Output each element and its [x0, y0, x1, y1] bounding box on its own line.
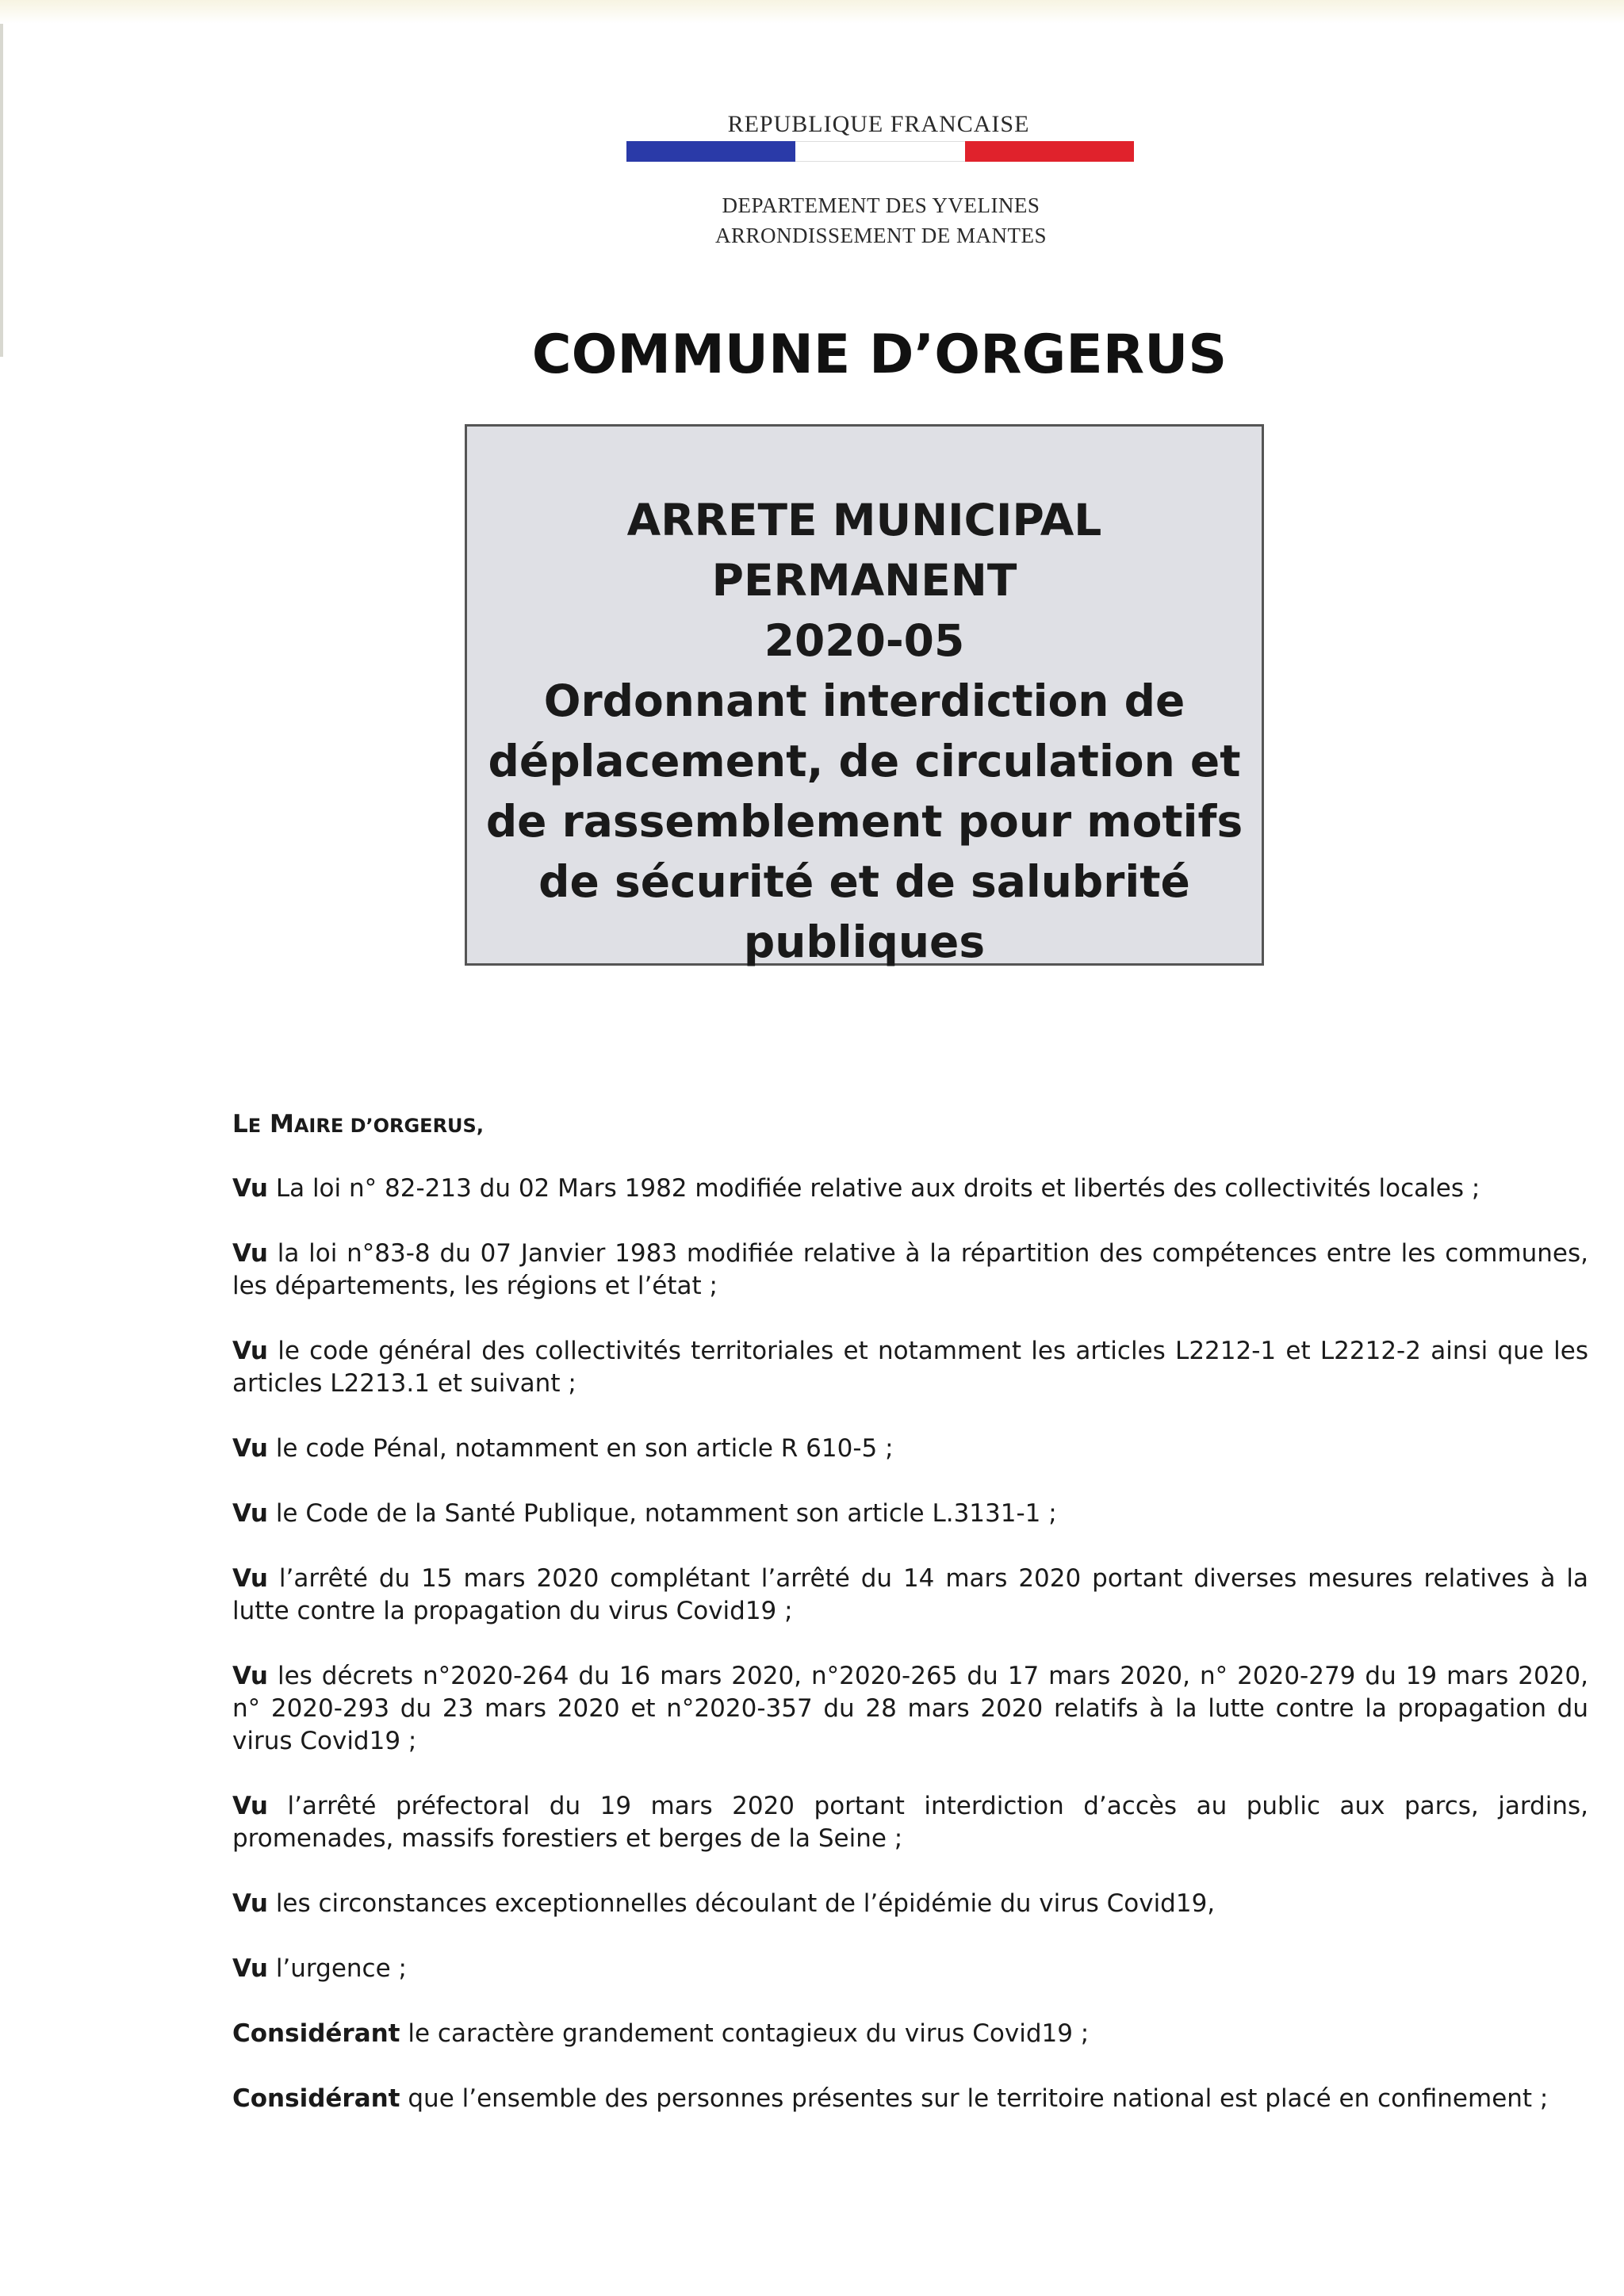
- vu-keyword: Vu: [232, 1174, 268, 1203]
- paragraph-text: l’arrêté préfectoral du 19 mars 2020 portant interdiction d’accès au public aux parcs, jardins, promenades, massifs forestiers et berges de la Seine ;: [232, 1792, 1588, 1853]
- vu-paragraph: [232, 1888, 1588, 1920]
- arrete-subject-line: Ordonnant interdiction de: [543, 675, 1185, 726]
- vu-paragraph: [232, 1238, 1588, 1303]
- department-block: [0, 190, 1624, 251]
- arrete-title-box: [465, 424, 1264, 966]
- vu-keyword: Vu: [232, 1499, 268, 1528]
- vu-keyword: Vu: [232, 1954, 268, 1983]
- arrete-subject-line: déplacement, de circulation et: [488, 736, 1241, 786]
- paragraph-text: la loi n°83-8 du 07 Janvier 1983 modifiée relative à la répartition des compétences entre les communes, les départements, les régions et l’état ;: [232, 1239, 1588, 1300]
- commune-title: COMMUNE D’ORGERUS: [531, 323, 1228, 386]
- republique-francaise-heading: REPUBLIQUE FRANCAISE: [727, 111, 1030, 137]
- arrondissement-line: ARRONDISSEMENT DE MANTES: [714, 224, 1048, 247]
- considerant-paragraph: [232, 2083, 1588, 2115]
- considerant-keyword: Considérant: [232, 2084, 400, 2113]
- document-body: [232, 1108, 1588, 2148]
- arrete-number-line: 2020-05: [764, 615, 965, 666]
- paragraph-text: que l’ensemble des personnes présentes sur le territoire national est placé en confinement ;: [400, 2084, 1549, 2113]
- maire-initial-m: M: [269, 1110, 294, 1138]
- considerant-paragraph: [232, 2018, 1588, 2050]
- arrete-title-line: ARRETE MUNICIPAL: [626, 495, 1102, 545]
- considerant-keyword: Considérant: [232, 2019, 400, 2048]
- departement-line: DEPARTEMENT DES YVELINES: [722, 193, 1040, 217]
- paragraph-text: le code général des collectivités territoriales et notamment les articles L2212-1 et L2212-2 ainsi que les articles L2213.1 et suivant ;: [232, 1337, 1588, 1398]
- tricolor-flag-bar: [626, 141, 1134, 162]
- maire-smallcap-rest: AIRE D’ORGERUS,: [293, 1115, 484, 1137]
- vu-keyword: Vu: [232, 1337, 268, 1365]
- flag-red-stripe: [965, 141, 1134, 162]
- vu-paragraph: [232, 1433, 1588, 1465]
- maire-smallcap-e: E: [247, 1115, 262, 1137]
- paragraph-text: le caractère grandement contagieux du virus Covid19 ;: [400, 2019, 1090, 2048]
- arrete-subject-line: de rassemblement pour motifs: [485, 796, 1243, 847]
- vu-keyword: Vu: [232, 1564, 268, 1593]
- arrete-title-line: PERMANENT: [711, 555, 1017, 606]
- flag-blue-stripe: [626, 141, 795, 162]
- flag-white-stripe: [795, 141, 964, 162]
- vu-paragraph: [232, 1335, 1588, 1400]
- vu-keyword: Vu: [232, 1434, 268, 1463]
- vu-keyword: Vu: [232, 1792, 268, 1820]
- vu-keyword: Vu: [232, 1239, 268, 1268]
- paragraph-text: l’arrêté du 15 mars 2020 complétant l’arrêté du 14 mars 2020 portant diverses mesures relatives à la lutte contre la propagation du virus Covid19 ;: [232, 1564, 1588, 1625]
- vu-keyword: Vu: [232, 1662, 268, 1690]
- vu-paragraph: [232, 1498, 1588, 1530]
- scan-top-tint: [0, 0, 1624, 24]
- vu-paragraph: [232, 1660, 1588, 1758]
- vu-paragraph: [232, 1563, 1588, 1628]
- arrete-subject-line: de sécurité et de salubrité: [538, 856, 1190, 907]
- maire-initial-l: L: [232, 1110, 248, 1138]
- arrete-subject-line: publiques: [743, 916, 986, 967]
- paragraph-text: l’urgence ;: [267, 1954, 407, 1983]
- paragraph-text: le code Pénal, notamment en son article R 610-5 ;: [267, 1434, 894, 1463]
- maire-heading: [232, 1108, 1588, 1142]
- vu-paragraph: [232, 1790, 1588, 1855]
- paragraph-text: La loi n° 82-213 du 02 Mars 1982 modifiée relative aux droits et libertés des collectivités locales ;: [267, 1174, 1480, 1203]
- vu-keyword: Vu: [232, 1889, 268, 1918]
- vu-paragraph: [232, 1953, 1588, 1985]
- vu-paragraph: [232, 1173, 1588, 1205]
- paragraph-text: les circonstances exceptionnelles découlant de l’épidémie du virus Covid19,: [267, 1889, 1216, 1918]
- paragraph-text: les décrets n°2020-264 du 16 mars 2020, n°2020-265 du 17 mars 2020, n° 2020-279 du 19 mars 2020, n° 2020-293 du 23 mars 2020 et n°2020-357 du 28 mars 2020 relatifs à la lutte contre la propagation du virus Covid19 ;: [232, 1662, 1588, 1755]
- paragraph-text: le Code de la Santé Publique, notamment son article L.3131-1 ;: [267, 1499, 1057, 1528]
